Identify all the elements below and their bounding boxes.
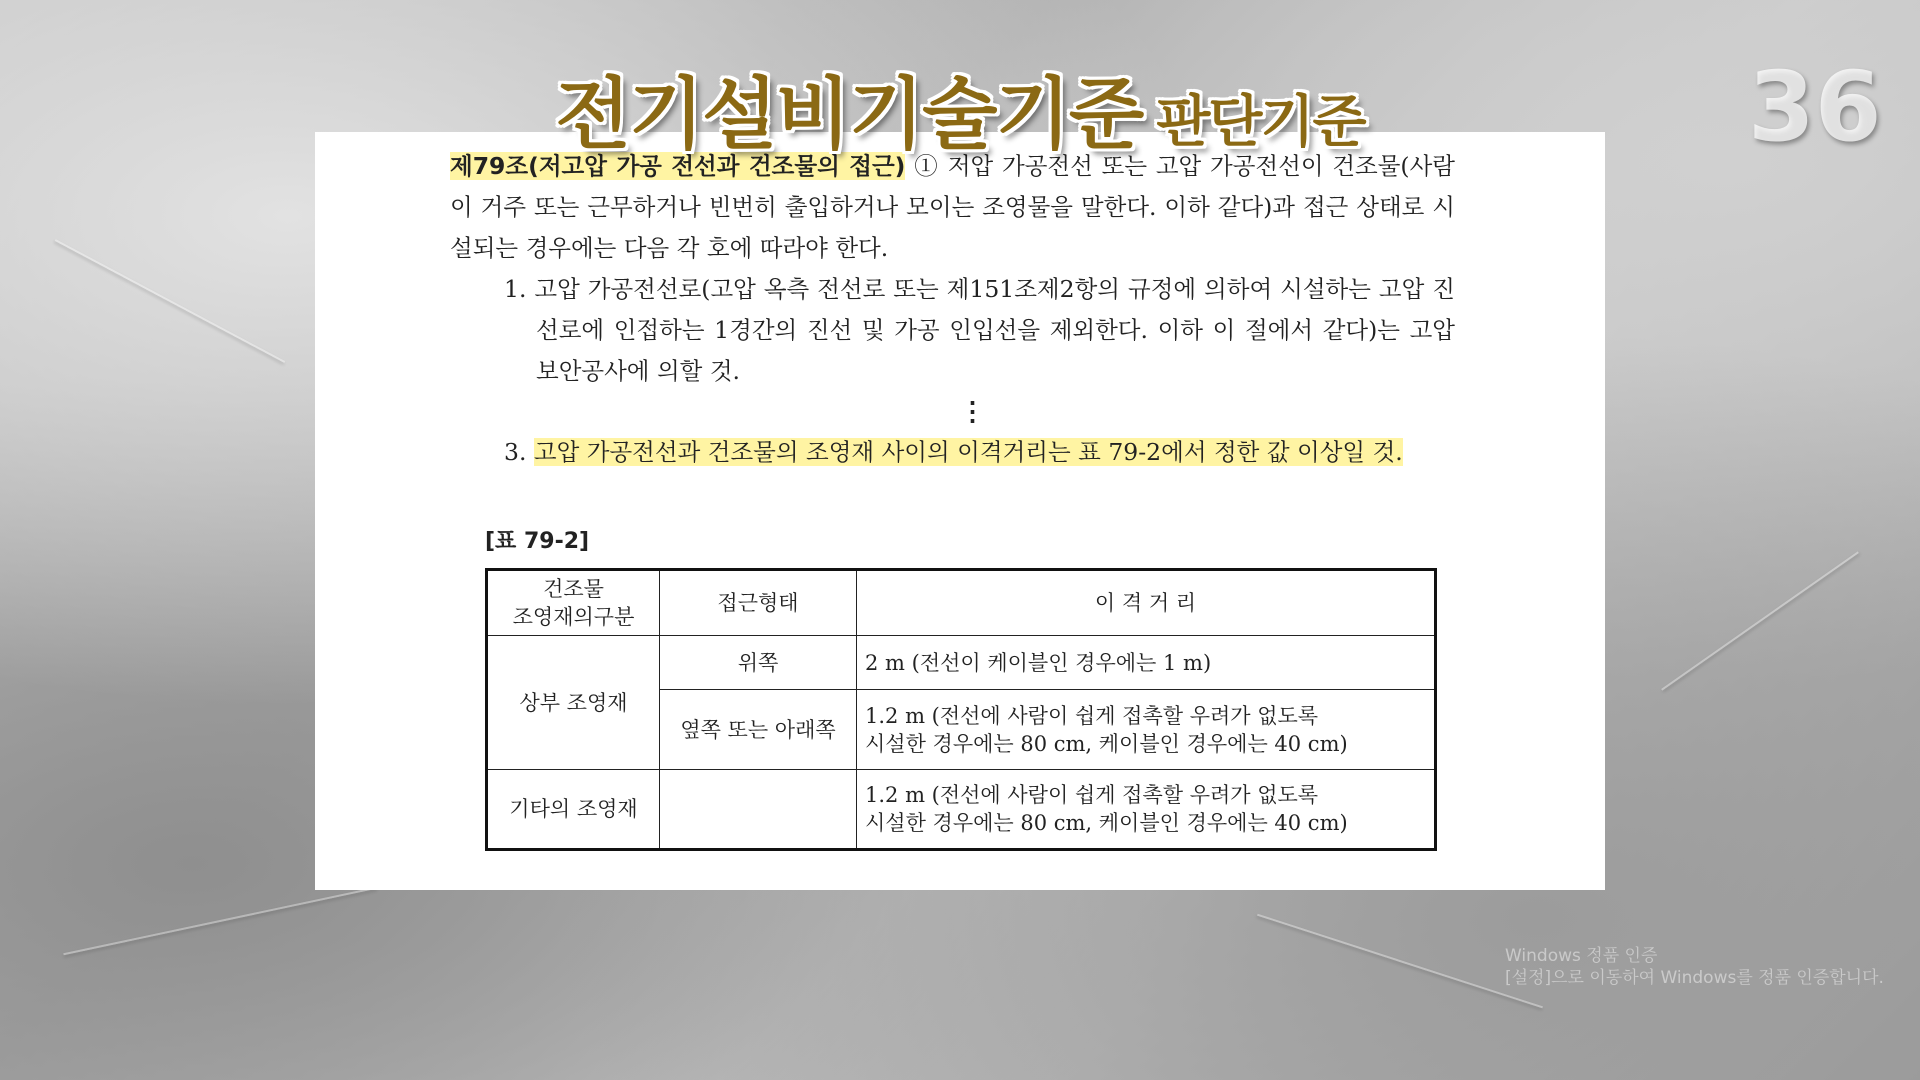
header-cell-category: 건조물 조영재의구분 bbox=[487, 570, 660, 636]
distance-line: 시설한 경우에는 80 cm, 케이블인 경우에는 40 cm) bbox=[865, 731, 1348, 756]
article-item-3 bbox=[472, 432, 1455, 473]
header-cell-distance: 이 격 거 리 bbox=[857, 570, 1436, 636]
item-text: 고압 가공전선로(고압 옥측 전선로 또는 제151조제2항의 규정에 의하여 시설하는 고압 진선로에 인접하는 1경간의 진선 및 가공 인입선을 제외한다. 이하 이 절에서 같다)는 고압 보안공사에 의할 것. bbox=[534, 275, 1455, 385]
watermark-line: Windows 정품 인증 bbox=[1505, 946, 1658, 966]
document-page bbox=[315, 132, 1605, 890]
paper-crease bbox=[55, 239, 286, 363]
paper-crease bbox=[63, 887, 376, 955]
table-caption: [표 79-2] bbox=[485, 529, 590, 554]
cell-type: 위쪽 bbox=[660, 636, 857, 690]
cell-type bbox=[660, 770, 857, 850]
cell-distance bbox=[857, 770, 1436, 850]
article-heading: 제79조(저고압 가공 전선과 건조물의 접근) bbox=[450, 152, 906, 180]
cell-category: 기타의 조영재 bbox=[487, 770, 660, 850]
table-row bbox=[487, 770, 1436, 850]
title-main: 전기설비기술기준 bbox=[555, 70, 1143, 160]
paper-crease bbox=[1661, 551, 1859, 690]
article-79 bbox=[450, 146, 1455, 473]
table-row bbox=[487, 636, 1436, 690]
cell-distance bbox=[857, 690, 1436, 770]
item-number: 3. bbox=[504, 438, 527, 466]
article-item-1 bbox=[472, 269, 1455, 392]
distance-line: 1.2 m (전선에 사람이 쉽게 접촉할 우려가 없도록 bbox=[865, 783, 1319, 807]
article-clause-1: ① 저압 가공전선 또는 고압 가공전선이 건조물(사람이 거주 또는 근무하거나 빈번히 출입하거나 모이는 조영물을 말한다. 이하 같다)과 접근 상태로 시설되는 경우에는 다음 각 호에 따라야 한다. bbox=[450, 152, 1455, 262]
watermark-line: [설정]으로 이동하여 Windows를 정품 인증합니다. bbox=[1505, 968, 1884, 988]
title-sub: 판단기준 bbox=[1156, 90, 1365, 155]
distance-line: 시설한 경우에는 80 cm, 케이블인 경우에는 40 cm) bbox=[865, 811, 1348, 835]
separation-distance-table bbox=[485, 568, 1437, 851]
article-paragraph bbox=[450, 146, 1455, 269]
video-title bbox=[0, 52, 1920, 164]
item-text-highlighted: 고압 가공전선과 건조물의 조영재 사이의 이격거리는 표 79-2에서 정한 값 이상일 것. bbox=[533, 438, 1403, 466]
cell-type: 옆쪽 또는 아래쪽 bbox=[660, 690, 857, 770]
paper-crease bbox=[1257, 914, 1543, 1009]
cell-category: 상부 조영재 bbox=[487, 636, 660, 770]
channel-logo-icon: 36 bbox=[1748, 51, 1882, 163]
header-cell-type: 접근형태 bbox=[660, 570, 857, 636]
item-number: 1. bbox=[504, 275, 527, 303]
table-header-row bbox=[487, 570, 1436, 636]
windows-activation-watermark bbox=[1505, 945, 1884, 989]
cell-distance: 2 m (전선이 케이블인 경우에는 1 m) bbox=[857, 636, 1436, 690]
ellipsis-marker: ⋮ bbox=[959, 397, 986, 427]
distance-line: 1.2 m (전선에 사람이 쉽게 접촉할 우려가 없도록 bbox=[865, 703, 1319, 728]
